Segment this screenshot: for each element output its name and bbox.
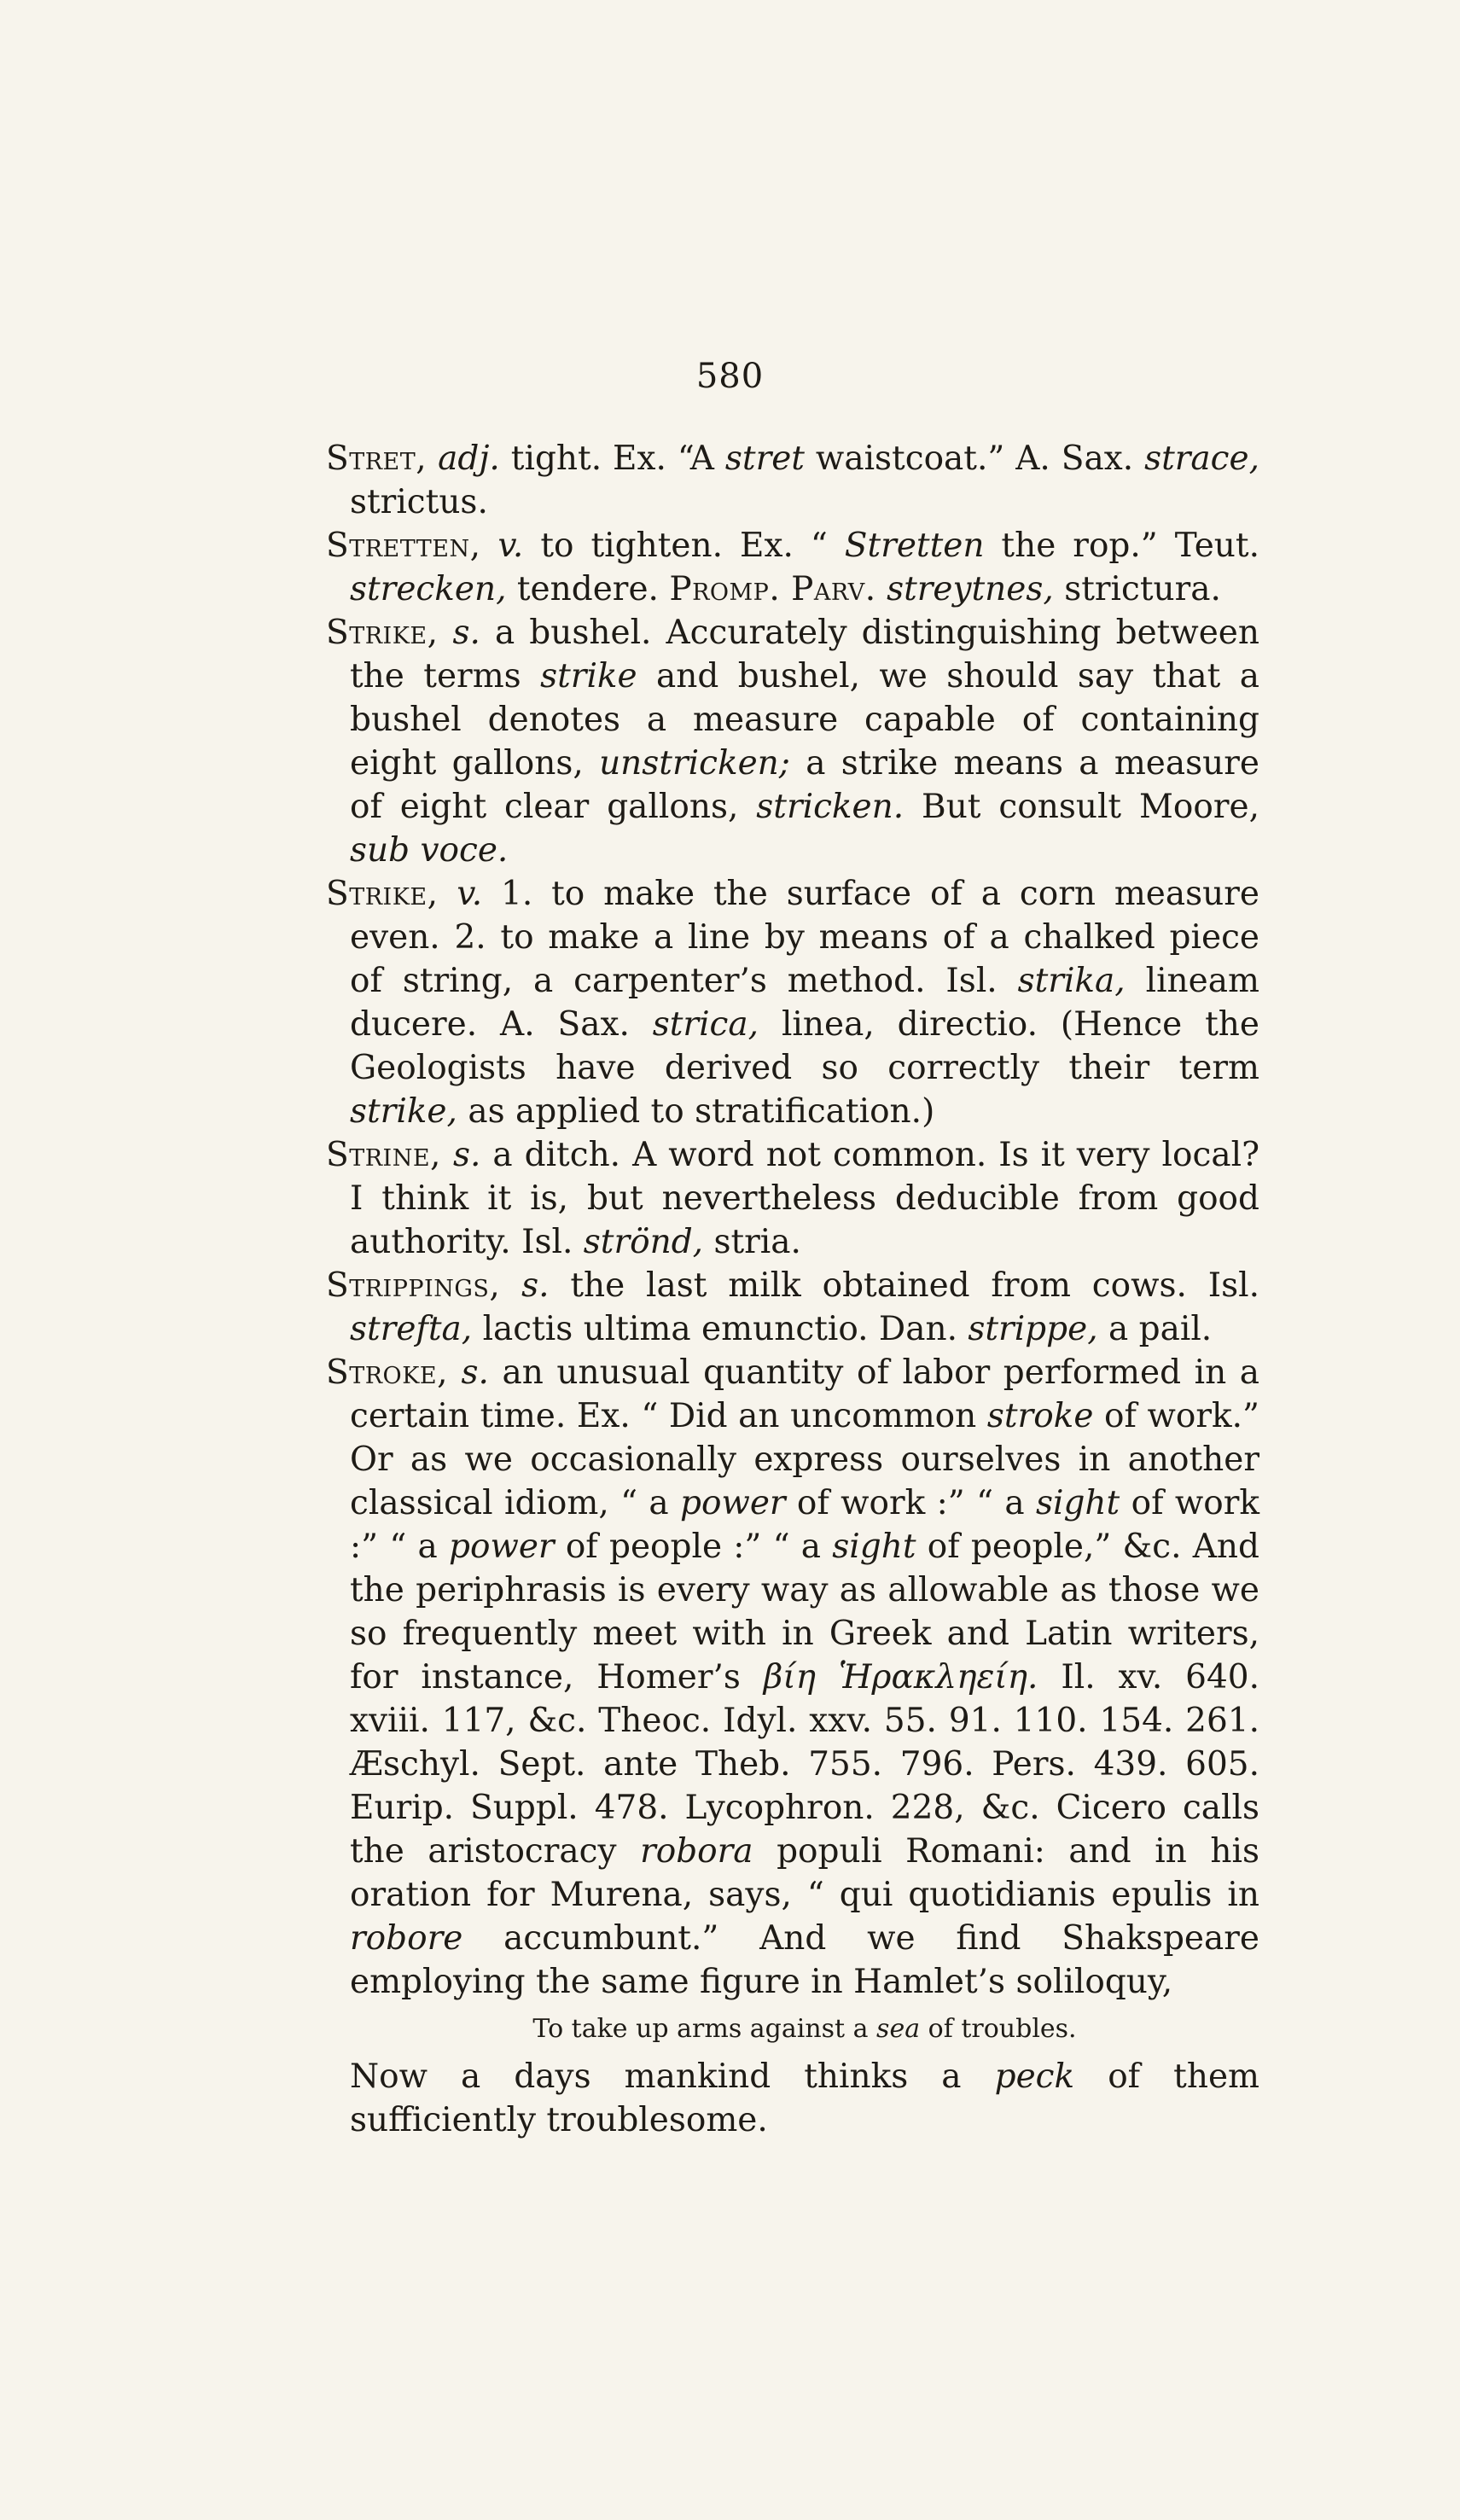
entry-italic-text: strike, [350, 1092, 457, 1131]
entry-text: strictura. [1053, 570, 1221, 608]
entry-headword: Strike, [326, 875, 439, 913]
entry-text: populi Romani: and in his oration for Murena, says, “ qui quotidianis epulis in [350, 1832, 1259, 1914]
entry-italic-text: Stretten [844, 527, 985, 565]
closing-text-after: of them sufficiently troublesome. [350, 2057, 1260, 2139]
entry-italic-text: stroke [986, 1397, 1094, 1435]
dictionary-entry [326, 437, 1259, 524]
entry-italic-text: stricken. [756, 788, 905, 826]
entry-text: a bushel. Accurately distinguishing between the terms [350, 614, 1260, 695]
entry-text: an unusual quantity of labor performed in a certain time. Ex. “ Did an uncommon [350, 1353, 1259, 1435]
entry-italic-text: strippe, [968, 1310, 1098, 1348]
dictionary-entry [326, 872, 1259, 1133]
dictionary-entry [326, 1351, 1259, 2004]
entry-italic-text: sight [1035, 1484, 1120, 1522]
entry-headword: Strine, [326, 1136, 441, 1174]
entry-text: Il. xv. 640. xviii. 117, &c. Theoc. Idyl. xxv. 55. 91. 110. 154. 261. Æschyl. Sept. ante Theb. 755. 796. Pers. 439. 605. Eurip. Suppl. 478. Lycophron. 228, &c. Cicero calls the aristocracy [350, 1658, 1259, 1871]
entry-headword: Stretten, [326, 527, 481, 565]
quote-text-after: of troubles. [920, 2014, 1077, 2044]
entry-text: lineam ducere. A. Sax. [350, 962, 1259, 1044]
entry-text: as applied to stratification.) [457, 1092, 935, 1131]
entry-part-of-speech: v. [497, 527, 524, 565]
entry-italic-text: sight [832, 1528, 916, 1566]
entry-italic-text: power [680, 1484, 786, 1522]
entry-italic-text: robora [640, 1832, 753, 1871]
entry-headword: Stret, [326, 439, 428, 478]
entry-headword: Stroke, [326, 1353, 448, 1392]
entry-text: of people :” “ a [554, 1528, 833, 1566]
entry-italic-text: βίη Ἡρακληείη. [763, 1658, 1038, 1696]
entry-italic-text: strace, [1144, 439, 1259, 478]
entry-part-of-speech: s. [452, 614, 480, 652]
entry-text: lactis ultima emunctio. Dan. [472, 1310, 968, 1348]
entry-italic-text: power [449, 1528, 555, 1566]
entry-text: of work.” Or as we occasionally express ourselves in another classical idiom, “ a [350, 1397, 1259, 1522]
entry-part-of-speech: adj. [438, 439, 500, 478]
entry-italic-text: strica, [652, 1005, 759, 1044]
entry-text: tight. Ex. “A [499, 439, 725, 478]
page-number: 580 [695, 357, 765, 396]
quote-text-italic: sea [876, 2014, 921, 2044]
closing-text-italic: peck [994, 2057, 1075, 2096]
entry-text: tendere. [506, 570, 670, 608]
entry-text: waistcoat.” A. Sax. [804, 439, 1145, 478]
closing-paragraph [326, 2055, 1259, 2142]
entry-smallcaps-text: Promp. Parv. [669, 570, 876, 608]
entry-italic-text: strika, [1017, 962, 1126, 1000]
entry-text: the rop.” Teut. [984, 527, 1259, 565]
entry-text: But consult Moore, [904, 788, 1259, 826]
entry-part-of-speech: s. [461, 1353, 489, 1392]
entry-text: of work :” “ a [350, 1484, 1259, 1566]
entry-italic-text: strecken, [350, 570, 507, 608]
entry-italic-text: stret [724, 439, 805, 478]
entry-part-of-speech: v. [457, 875, 483, 913]
entry-text: a ditch. A word not common. Is it very local? I think it is, but nevertheless deducible from good authority. Isl. [350, 1136, 1259, 1261]
entry-text: of people,” &c. And the periphrasis is every way as allowable as those we so frequently meet with in Greek and Latin writers, for instance, Homer’s [350, 1528, 1260, 1696]
entry-text: linea, directio. (Hence the Geologists have derived so correctly their term [350, 1005, 1259, 1087]
entry-text: and bushel, we should say that a bushel denotes a measure capable of containing eight gallons, [350, 657, 1259, 783]
entry-part-of-speech: s. [452, 1136, 481, 1174]
entry-text: strictus. [350, 483, 488, 521]
entry-text: to tighten. Ex. “ [523, 527, 845, 565]
entry-italic-text: strönd, [583, 1223, 704, 1261]
entry-text: a pail. [1097, 1310, 1213, 1348]
entry-italic-text: unstricken; [599, 744, 790, 783]
entry-text: 1. to make the surface of a corn measure even. 2. to make a line by means of a chalked piece of string, a carpenter’s method. Isl. [350, 875, 1259, 1000]
entry-part-of-speech: s. [521, 1266, 550, 1305]
entry-headword: Strike, [326, 614, 439, 652]
entry-italic-text: strefta, [350, 1310, 473, 1348]
dictionary-entry [326, 1133, 1259, 1264]
entry-italic-text: streytnes, [887, 570, 1054, 608]
dictionary-entries [326, 437, 1259, 2142]
entry-italic-text: robore [350, 1919, 463, 1958]
entry-list [326, 437, 1259, 2004]
entry-italic-text: sub voce. [350, 831, 509, 870]
dictionary-entry [326, 611, 1259, 872]
entry-text: stria. [703, 1223, 801, 1261]
entry-text: of work :” “ a [785, 1484, 1036, 1522]
dictionary-entry [326, 524, 1259, 611]
entry-text [876, 570, 887, 608]
dictionary-entry [326, 1264, 1259, 1351]
quote-text-before: To take up arms against a [532, 2014, 877, 2044]
entry-text: accumbunt.” And we find Shakspeare employing the same figure in Hamlet’s soliloquy, [350, 1919, 1259, 2001]
entry-text: the last milk obtained from cows. Isl. [549, 1266, 1259, 1305]
quotation-line [326, 2011, 1259, 2048]
entry-text: a strike means a measure of eight clear gallons, [350, 744, 1259, 826]
closing-text-before: Now a days mankind thinks a [350, 2057, 995, 2096]
entry-headword: Strippings, [326, 1266, 501, 1305]
entry-italic-text: strike [540, 657, 637, 695]
